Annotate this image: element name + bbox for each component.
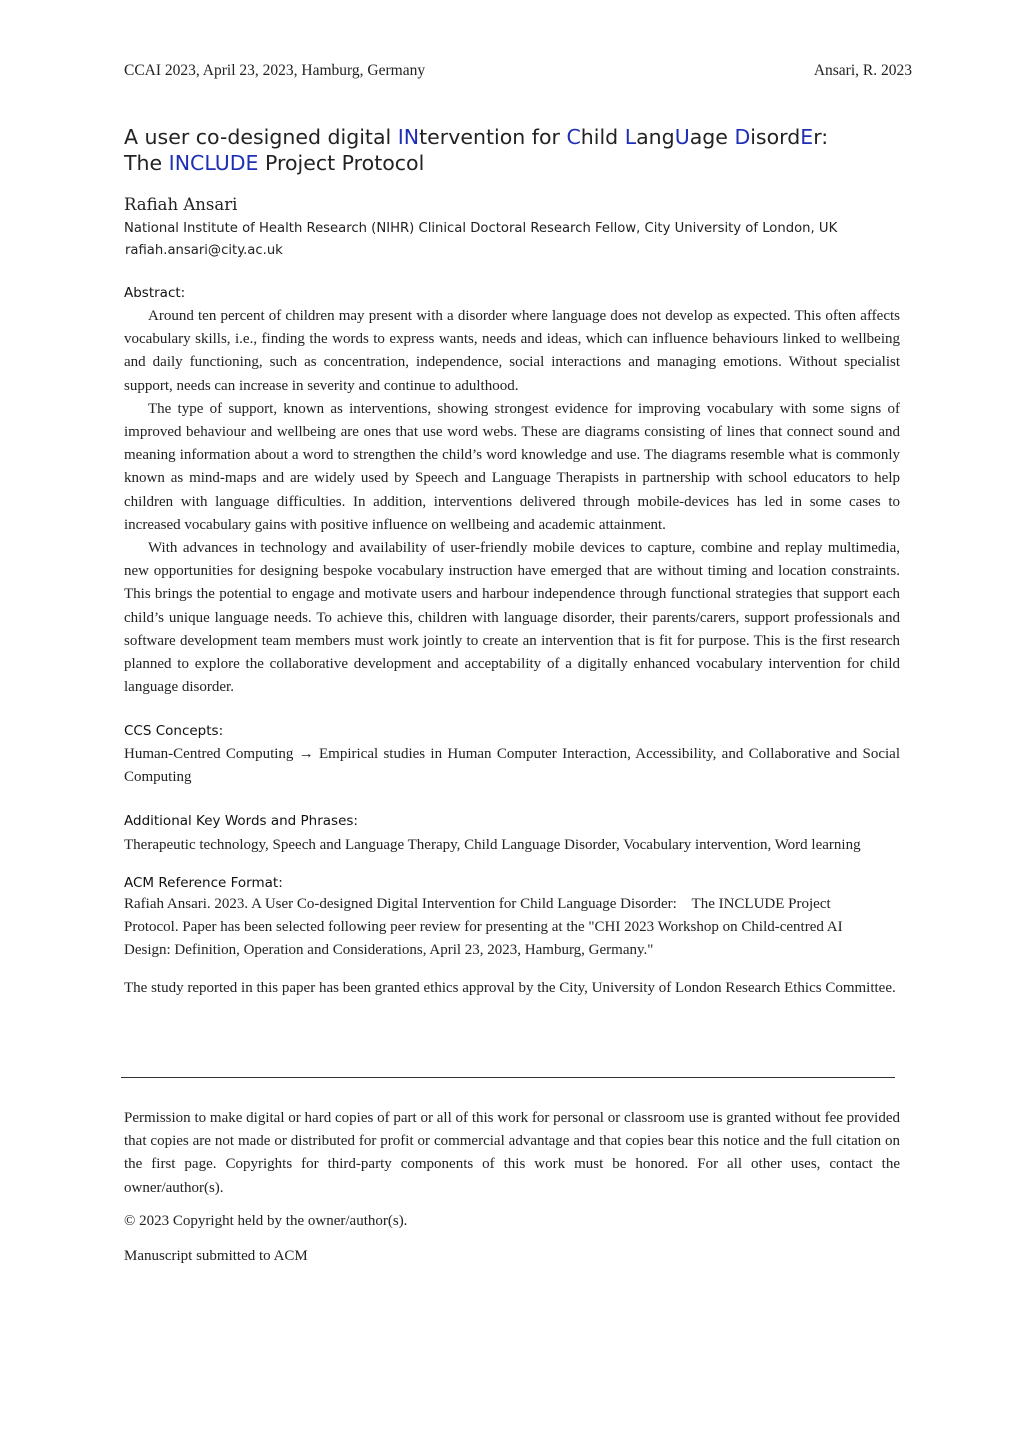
keywords-body	[124, 834, 900, 857]
title-acronym-letters: C	[566, 125, 581, 149]
title-line-2	[124, 150, 904, 176]
running-header-right: Ansari, R. 2023	[813, 62, 912, 79]
title-acronym-letters: E	[800, 125, 814, 149]
title-line-1	[124, 124, 904, 150]
running-header	[124, 62, 912, 80]
permission-text: Permission to make digital or hard copies of part or all of this work for personal or classroom use is granted without fee provided that copies are not made or distributed for profit or commercial advantage and that copies bear this notice and the full citation on the first page. Copyrights for third-party components of this work must be honored. For all other uses, contact the owner/author(s).	[124, 1110, 900, 1196]
keywords-text: Therapeutic technology, Speech and Language Therapy, Child Language Disorder, Vocabulary intervention, Word learning	[124, 837, 861, 853]
abstract-paragraph-1: Around ten percent of children may present with a disorder where language does not develop as expected. This often affects vocabulary skills, i.e., finding the words to express wants, needs and ideas, which can influence behaviours linked to wellbeing and daily functioning, such as concentration, independence, social interactions and managing emotions. Without specialist support, needs can increase in severity and continue to adulthood.	[124, 308, 900, 394]
title-text-segment: A user co-designed digital	[124, 125, 398, 149]
title-acronym-letters: U	[674, 125, 690, 149]
paper-title	[124, 124, 904, 176]
author-email[interactable]: rafiah.ansari@city.ac.uk	[125, 243, 283, 258]
title-acronym-letters: INCLUDE	[168, 151, 259, 175]
ethics-statement	[124, 977, 900, 1000]
acm-ref-text: Rafiah Ansari. 2023. A User Co-designed Digital Intervention for Child Language Disorder: The INCLUDE Project Protocol. Paper has been selected following peer review for presenting at the "CHI 2023 Workshop on Child-centred AI Design: Definition, Operation and Considerations, April 23, 2023, Hamburg, Germany."	[124, 896, 847, 959]
copyright-line: © 2023 Copyright held by the owner/author(s).	[124, 1213, 408, 1229]
title-acronym-letters: D	[734, 125, 751, 149]
permission-notice	[124, 1107, 900, 1200]
running-header-left: CCAI 2023, April 23, 2023, Hamburg, Germany	[124, 62, 426, 79]
acm-ref-heading: ACM Reference Format:	[124, 875, 283, 891]
abstract-paragraph-2: The type of support, known as interventions, showing strongest evidence for improving vocabulary with some signs of improved behaviour and wellbeing are ones that use word webs. These are diagrams consisting of lines that connect sound and meaning information about a word to strengthen the child’s word knowledge and use. The diagrams resemble what is commonly known as mind-maps and are widely used by Speech and Language Therapists in partnership with school educators to help children with language difficulties. In addition, interventions delivered through mobile-devices has led in some cases to increased vocabulary gains with positive influence on wellbeing and academic attainment.	[124, 400, 900, 533]
title-text-segment: isord	[750, 125, 801, 149]
ethics-text: The study reported in this paper has been granted ethics approval by the City, University of London Research Ethics Committee.	[124, 980, 896, 996]
abstract-body	[124, 305, 900, 699]
keywords-heading: Additional Key Words and Phrases:	[124, 813, 358, 829]
title-text-segment: tervention for	[419, 125, 567, 149]
title-text-segment: Project Protocol	[258, 151, 425, 175]
abstract-heading: Abstract:	[124, 285, 186, 301]
author-affiliation: National Institute of Health Research (NIHR) Clinical Doctoral Research Fellow, City University of London, UK	[124, 221, 838, 236]
ccs-body	[124, 743, 900, 789]
title-text-segment: hild	[580, 125, 625, 149]
title-acronym-letters: IN	[397, 125, 420, 149]
title-text-segment: ang	[636, 125, 675, 149]
abstract-paragraph-3: With advances in technology and availability of user-friendly mobile devices to capture, combine and replay multimedia, new opportunities for designing bespoke vocabulary instruction have emerged that are without timing and location constraints. This brings the potential to engage and motivate users and harbour independence through functional strategies that support each child’s unique language needs. To achieve this, children with language disorder, their parents/carers, support professionals and software development team members must work jointly to create an intervention that is fit for purpose. This is the first research planned to explore the collaborative development and acceptability of a digitally enhanced vocabulary intervention for child language disorder.	[124, 540, 900, 696]
title-acronym-letters: L	[624, 125, 637, 149]
title-text-segment: The	[124, 151, 169, 175]
manuscript-line: Manuscript submitted to ACM	[124, 1248, 308, 1264]
ccs-text: Human-Centred Computing → Empirical studies in Human Computer Interaction, Accessibility, and Collaborative and Social Computing	[124, 746, 900, 786]
title-text-segment: age	[689, 125, 735, 149]
acm-ref-body	[124, 893, 884, 963]
ccs-heading: CCS Concepts:	[124, 723, 224, 739]
author-name: Rafiah Ansari	[124, 195, 238, 214]
footnote-divider	[121, 1077, 895, 1078]
title-text-segment: r:	[813, 125, 829, 149]
